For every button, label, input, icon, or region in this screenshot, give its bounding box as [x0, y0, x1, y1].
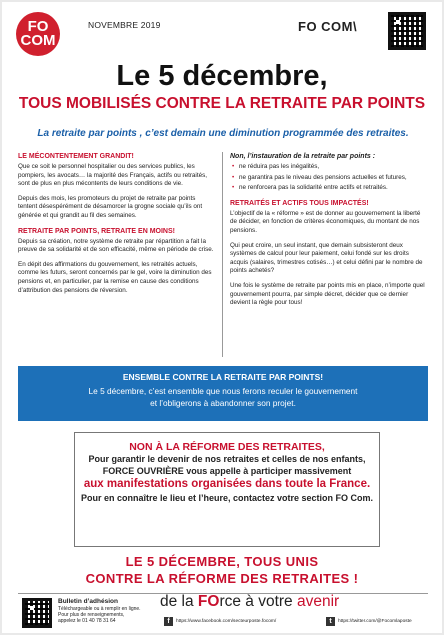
- footer-slogan: [160, 593, 339, 611]
- tagline: La retraite par points , c’est demain une diminution programmée des retraites.: [37, 128, 409, 139]
- facebook-url[interactable]: https://www.facebook.com/secteurposte.focom/: [176, 619, 277, 624]
- band-line: et l’obligerons à abandonner son projet.: [150, 398, 296, 408]
- slogan-part: de la: [160, 593, 198, 610]
- box-line: Pour garantir le devenir de nos retraites et celles de nos enfants,: [88, 454, 366, 464]
- list-item: • ne renforcera pas la solidarité entre actifs et retraités.: [230, 184, 428, 193]
- membership-line: Pour plus de renseignements,: [58, 612, 125, 618]
- blue-callout-band: [18, 366, 428, 421]
- paragraph: L’objectif de la « réforme » est de donner au gouvernement la liberté de décider, en fonction de critères économiques, du montant de nos pensions.: [230, 209, 421, 234]
- bullet-list: [230, 163, 428, 193]
- paragraph: En dépit des affirmations du gouvernement, les retraités actuels, comme les futurs, seront concernés par le gel, voire la diminution des pensions et, en particulier, par la remise en cause des conditions d’attribution des pensions de réversion.: [18, 260, 212, 294]
- paragraph: Que ce soit le personnel hospitalier ou des services publics, les pompiers, les avocats… la majorité des Français, actifs ou retraités, sont de plus en plus mécontents de leurs conditions de vie.: [18, 163, 207, 188]
- column-divider: [222, 152, 223, 357]
- slogan-part: rce à votre: [219, 593, 297, 610]
- facebook-link[interactable]: [164, 617, 276, 626]
- closing-slogan: [2, 553, 442, 587]
- call-to-action-box: [74, 432, 380, 547]
- main-subtitle: TOUS MOBILISÉS CONTRE LA RETRAITE PAR POINTS: [18, 95, 426, 112]
- brand-name: FO COM\: [298, 19, 358, 34]
- closing-line: CONTRE LA RÉFORME DES RETRAITES !: [85, 571, 359, 586]
- main-title: Le 5 décembre,: [116, 60, 328, 92]
- left-column: [18, 152, 214, 301]
- paragraph: Depuis des mois, les promoteurs du projet de retraite par points tentent désespérément de désamorcer la grogne sociale qu’ils ont générée et qui grandit au fil des semaines.: [18, 194, 203, 219]
- fo-com-logo: [16, 12, 60, 56]
- box-line: Pour en connaître le lieu et l’heure, contactez votre section FO Com.: [80, 493, 374, 503]
- membership-info: [58, 598, 158, 624]
- qr-code-icon: [388, 12, 426, 50]
- facebook-icon: f: [164, 617, 173, 626]
- box-line-highlight: aux manifestations organisées dans toute la France.: [83, 478, 371, 490]
- box-heading: NON À LA RÉFORME DES RETRAITES,: [129, 441, 325, 453]
- membership-line: Téléchargeable ou à remplir en ligne.: [58, 606, 141, 612]
- logo-text-fo: FO: [27, 18, 49, 35]
- band-title: ENSEMBLE CONTRE LA RETRAITE PAR POINTS!: [122, 372, 324, 382]
- section-heading: LE MÉCONTENTEMENT GRANDIT!: [18, 153, 134, 160]
- paragraph: Depuis sa création, notre système de retraite par répartition a fait la preuve de sa solidarité et de son efficacité, même en période de crise.: [18, 237, 214, 254]
- flyer-page: [2, 2, 442, 633]
- twitter-link[interactable]: [326, 617, 412, 626]
- slogan-avenir: avenir: [296, 593, 340, 610]
- membership-title: Bulletin d’adhésion: [58, 598, 118, 605]
- membership-qr-code-icon[interactable]: [22, 598, 52, 628]
- slogan-fo: FO: [197, 593, 220, 610]
- section-heading: RETRAITÉS ET ACTIFS TOUS IMPACTÉS!: [230, 199, 369, 207]
- logo-text-com: COM: [20, 32, 56, 49]
- twitter-url[interactable]: https://twitter.com/@Focomlaposte: [338, 619, 412, 624]
- section-heading: Non, l’instauration de la retraite par points :: [230, 153, 376, 160]
- band-line: Le 5 décembre, c’est ensemble que nous ferons reculer le gouvernement: [88, 386, 358, 396]
- paragraph: Une fois le système de retraite par points mis en place, n’importe quel gouvernement pourra, par simple décret, décider que ce dernier devient la règle pour tous!: [230, 281, 425, 307]
- twitter-icon: t: [326, 617, 335, 626]
- list-item: • ne réduira pas les inégalités,: [230, 163, 428, 172]
- list-item: • ne garantira pas le niveau des pensions actuelles et futures,: [230, 174, 428, 183]
- right-column: [230, 152, 428, 314]
- box-line: FORCE OUVRIÈRE vous appelle à participer massivement: [102, 466, 352, 476]
- membership-line: appelez le 01 40 78 31 64: [58, 618, 116, 624]
- publication-date: NOVEMBRE 2019: [88, 20, 161, 30]
- section-heading: RETRAITE PAR POINTS, RETRAITE EN MOINS!: [18, 227, 175, 235]
- closing-line: LE 5 DÉCEMBRE, TOUS UNIS: [125, 554, 319, 569]
- paragraph: Qui peut croire, un seul instant, que demain subsisteront deux systèmes de calcul pour leur paiement, celui fondé sur les droits acquis (salaires, trimestres cotisés…) et celui défini par le nombre de points achetés?: [230, 241, 423, 275]
